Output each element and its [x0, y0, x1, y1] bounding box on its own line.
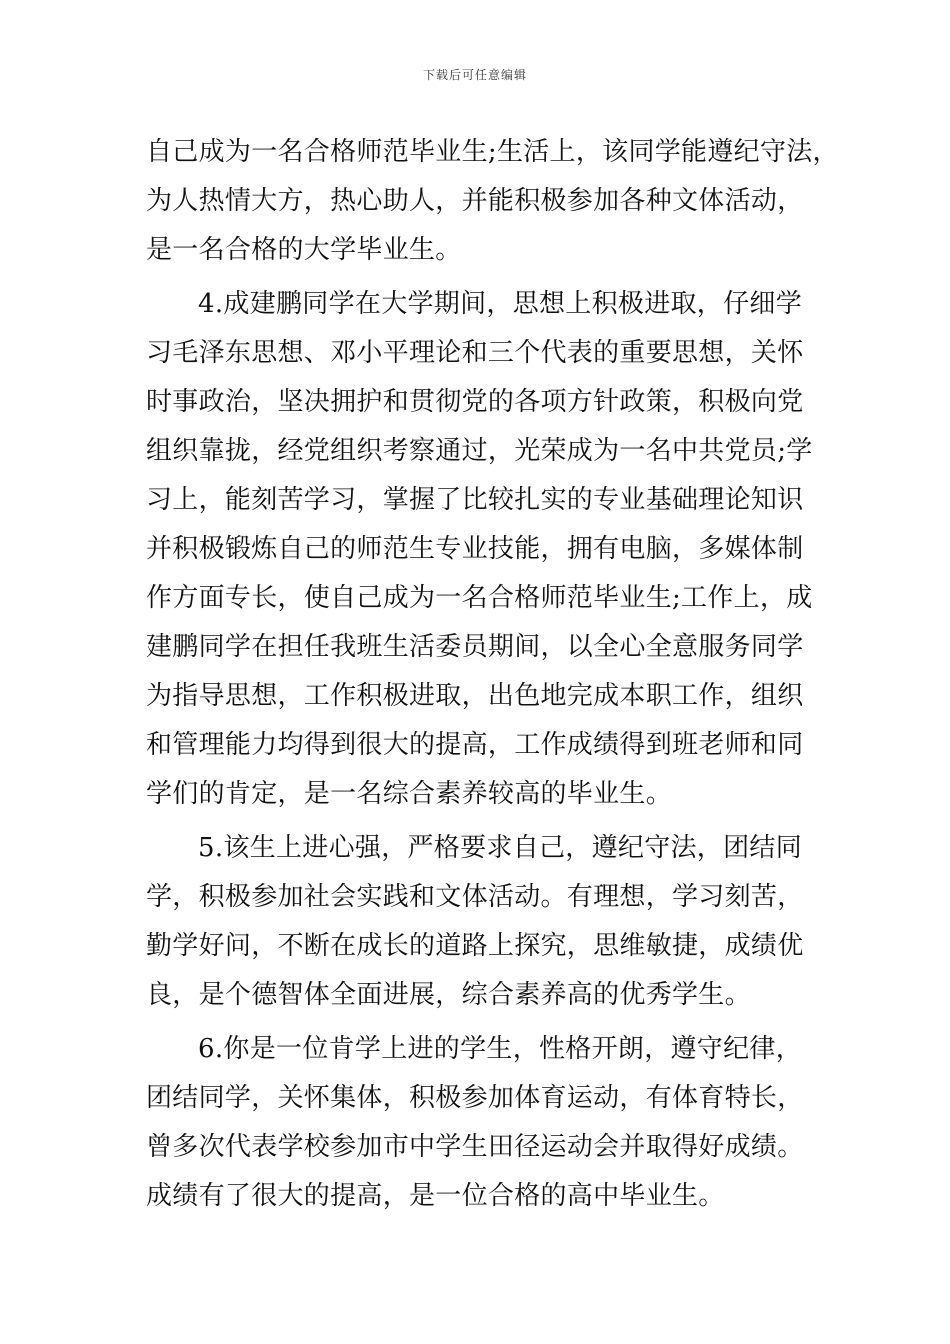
text-line: 是一名合格的大学毕业生。 [146, 235, 462, 265]
text-line: 作方面专长，使自己成为一名合格师范毕业生;工作上，成 [146, 583, 813, 613]
text-line: 团结同学，关怀集体，积极参加体育运动，有体育特长， [146, 1083, 804, 1113]
text-line: 成绩有了很大的提高，是一位合格的高中毕业生。 [146, 1181, 725, 1211]
text-line: 良，是个德智体全面进展，综合素养高的优秀学生。 [146, 980, 751, 1010]
text-line: 为人热情大方，热心助人，并能积极参加各种文体活动， [146, 186, 804, 216]
text-line: 学们的肯定，是一名综合素养较高的毕业生。 [146, 779, 673, 809]
body-text [146, 128, 839, 1221]
text-line: 学，积极参加社会实践和文体活动。有理想，学习刻苦， [146, 882, 804, 912]
text-line: 习上，能刻苦学习，掌握了比较扎实的专业基础理论知识 [146, 485, 804, 515]
text-line: 勤学好问，不断在成长的道路上探究，思维敏捷，成绩优 [146, 931, 804, 961]
text-line: 为指导思想，工作积极进取，出色地完成本职工作，组织 [146, 681, 804, 711]
header-note: 下载后可任意编辑 [422, 68, 527, 82]
text-line: 并积极锻炼自己的师范生专业技能，拥有电脑，多媒体制 [146, 534, 804, 564]
paragraph-5-start: 5.该生上进心强，严格要求自己，遵纪守法，团结同 [198, 833, 803, 863]
text-line: 建鹏同学在担任我班生活委员期间，以全心全意服务同学 [146, 632, 804, 662]
text-line: 组织靠拢，经党组织考察通过，光荣成为一名中共党员;学 [146, 436, 813, 466]
text-line: 曾多次代表学校参加市中学生田径运动会并取得好成绩。 [146, 1132, 804, 1162]
text-line: 习毛泽东思想、邓小平理论和三个代表的重要思想，关怀 [146, 338, 804, 368]
text-line: 时事政治，坚决拥护和贯彻党的各项方针政策，积极向党 [146, 387, 804, 417]
text-line: 和管理能力均得到很大的提高，工作成绩得到班老师和同 [146, 730, 804, 760]
text-line: 自己成为一名合格师范毕业生;生活上，该同学能遵纪守法， [146, 137, 839, 167]
paragraph-4-start: 4.成建鹏同学在大学期间，思想上积极进取，仔细学 [198, 289, 803, 319]
paragraph-6-start: 6.你是一位肯学上进的学生，性格开朗，遵守纪律， [198, 1034, 803, 1064]
